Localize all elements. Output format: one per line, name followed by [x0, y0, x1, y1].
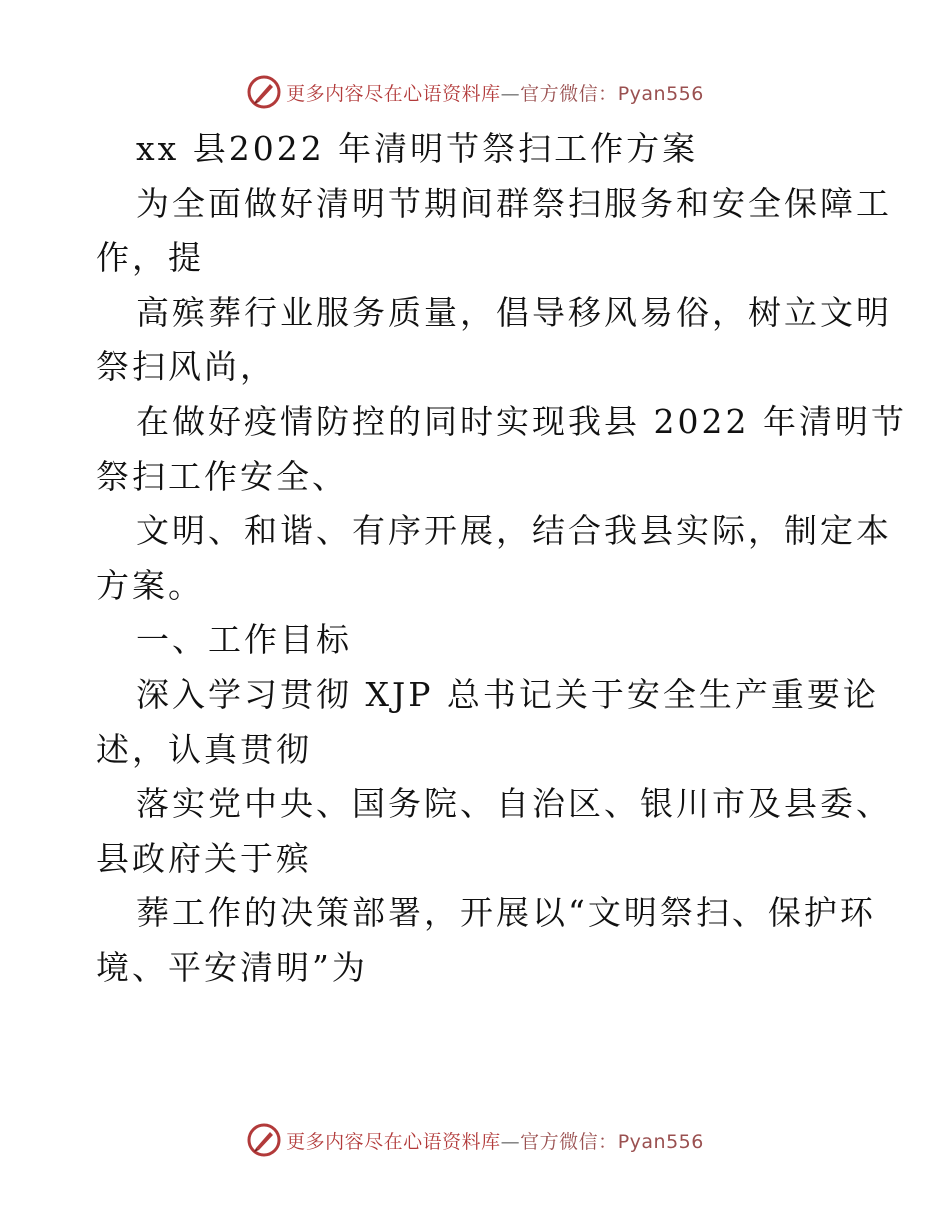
watermark-wechat-id: Pyan556 — [617, 1130, 704, 1153]
watermark-wechat-id: Pyan556 — [617, 82, 704, 105]
paragraph-line: 境、平安清明”为 — [96, 947, 368, 987]
paragraph-line: 县政府关于殡 — [96, 838, 312, 878]
paragraph-line: 在做好疫情防控的同时实现我县 2022 年清明节 — [136, 401, 907, 441]
document-body — [96, 122, 907, 996]
header-watermark — [0, 72, 950, 112]
watermark-text — [286, 1127, 704, 1154]
paragraph-line: 落实党中央、国务院、自治区、银川市及县委、 — [136, 784, 892, 824]
watermark-separator: — — [500, 1130, 521, 1153]
section-heading: 一、工作目标 — [136, 620, 352, 660]
watermark-separator: — — [500, 82, 521, 105]
watermark-site: 更多内容尽在心语资料库 — [286, 82, 501, 105]
paragraph-line: 祭扫工作安全、 — [96, 456, 348, 496]
paragraph-line: 高殡葬行业服务质量，倡导移风易俗，树立文明 — [136, 292, 892, 332]
footer-watermark — [0, 1120, 950, 1160]
watermark-wechat-label: 官方微信： — [520, 82, 618, 105]
pen-logo-icon — [246, 1122, 282, 1158]
paragraph-line: 述，认真贯彻 — [96, 729, 312, 769]
paragraph-line: 方案。 — [96, 565, 204, 605]
watermark-text — [286, 79, 704, 106]
paragraph-line: 深入学习贯彻 XJP 总书记关于安全生产重要论 — [136, 674, 879, 714]
watermark-site: 更多内容尽在心语资料库 — [286, 1130, 501, 1153]
paragraph-line: 作，提 — [96, 238, 204, 278]
watermark-wechat-label: 官方微信： — [520, 1130, 618, 1153]
paragraph-line: 文明、和谐、有序开展，结合我县实际，制定本 — [136, 511, 892, 551]
pen-logo-icon — [246, 74, 282, 110]
paragraph-line: 为全面做好清明节期间群祭扫服务和安全保障工 — [136, 183, 892, 223]
paragraph-line: 祭扫风尚， — [96, 347, 276, 387]
paragraph-line: 葬工作的决策部署，开展以“文明祭扫、保护环 — [136, 893, 876, 933]
document-title: xx 县2022 年清明节祭扫工作方案 — [136, 129, 699, 168]
